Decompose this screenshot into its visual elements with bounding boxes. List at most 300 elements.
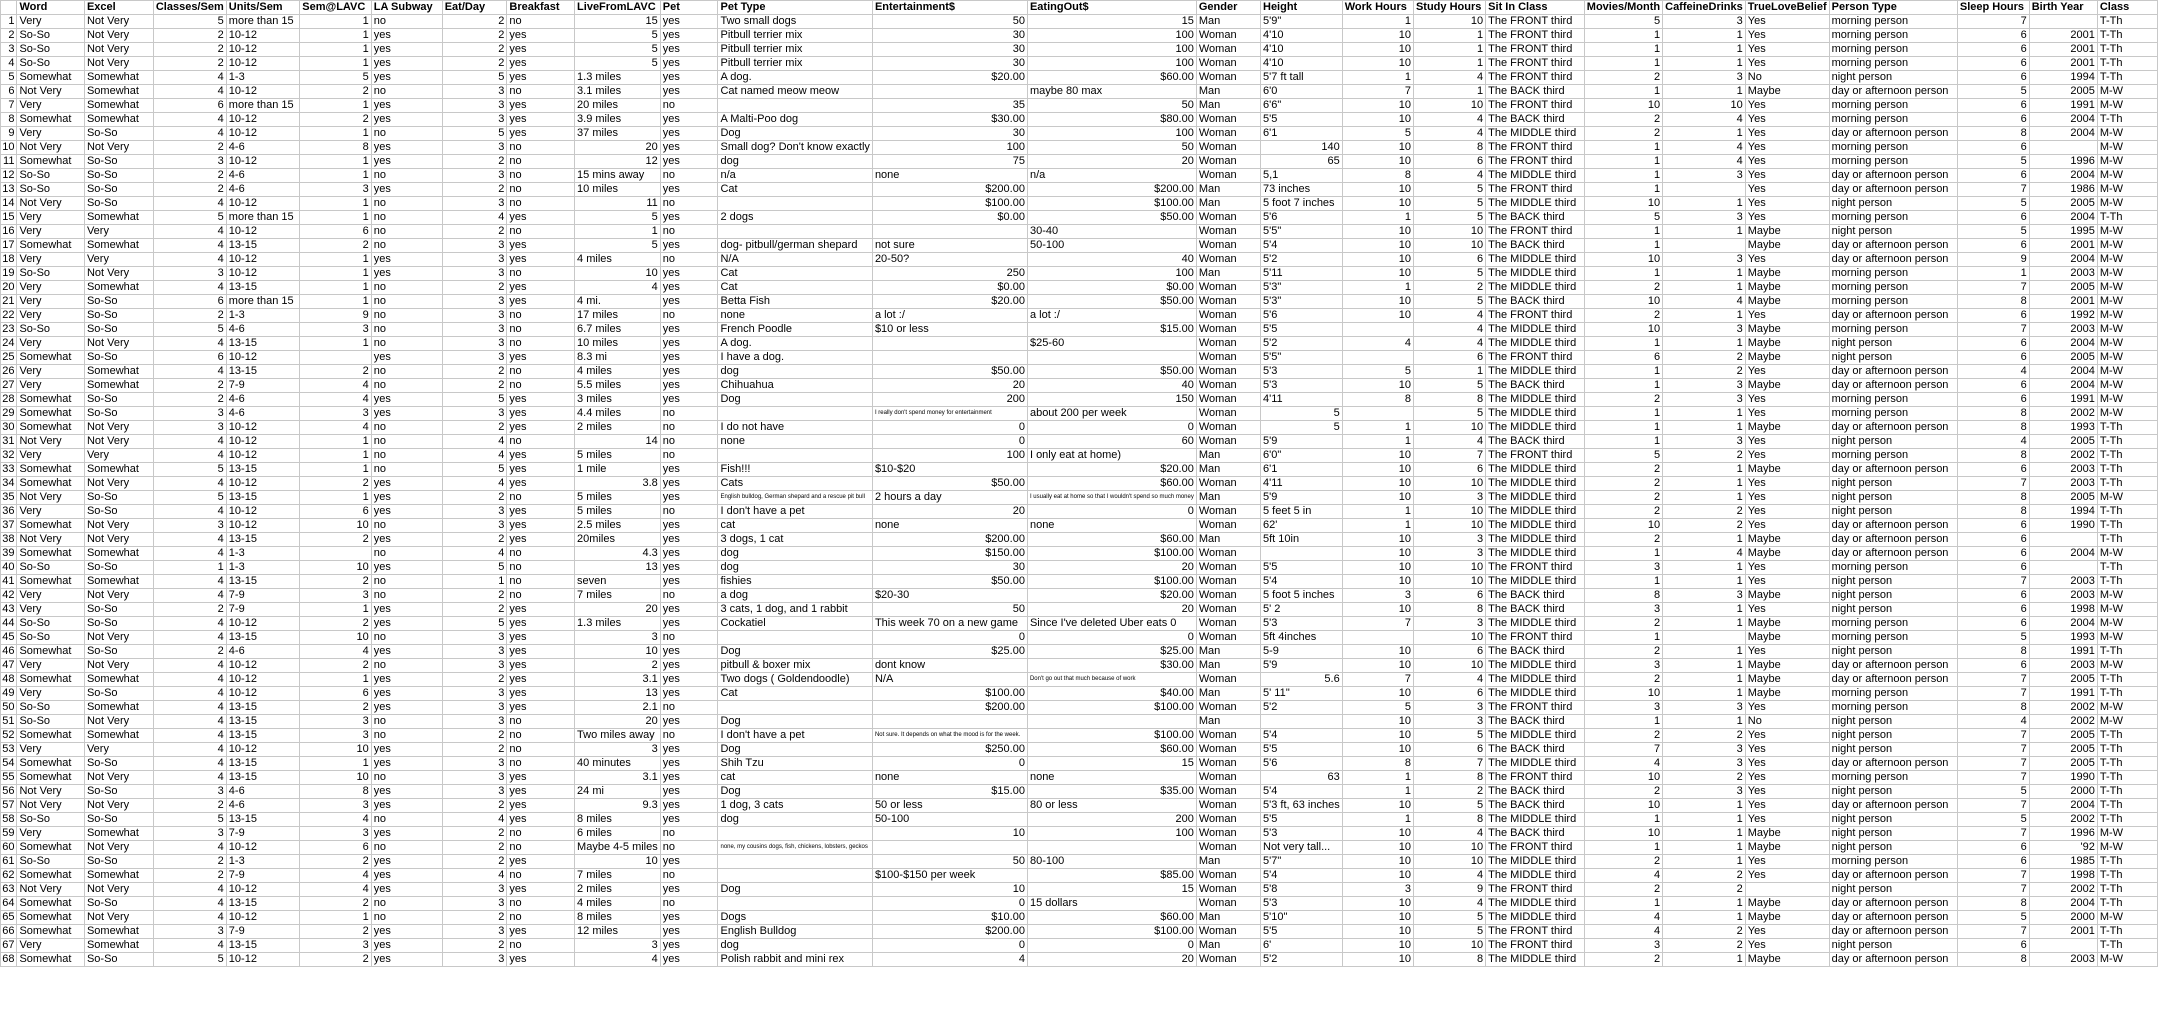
cell[interactable]: 3: [442, 197, 507, 211]
cell[interactable]: 1: [1342, 281, 1413, 295]
row-number[interactable]: 39: [1, 547, 17, 561]
cell[interactable]: 6: [1413, 155, 1485, 169]
cell[interactable]: 3: [153, 155, 226, 169]
cell[interactable]: 5: [575, 239, 661, 253]
cell[interactable]: 5'8: [1261, 883, 1343, 897]
cell[interactable]: 7: [1957, 757, 2029, 771]
cell[interactable]: yes: [371, 645, 442, 659]
cell[interactable]: 10: [1584, 197, 1662, 211]
cell[interactable]: yes: [371, 393, 442, 407]
cell[interactable]: 1-3: [226, 855, 299, 869]
cell[interactable]: Cat: [718, 281, 872, 295]
cell[interactable]: 4: [153, 253, 226, 267]
cell[interactable]: 20: [575, 715, 661, 729]
cell[interactable]: 1: [1663, 603, 1746, 617]
cell[interactable]: Not Very: [84, 43, 153, 57]
cell[interactable]: morning person: [1829, 113, 1957, 127]
cell[interactable]: 1 dog, 3 cats: [718, 799, 872, 813]
cell[interactable]: 3: [1663, 393, 1746, 407]
cell[interactable]: 1: [1342, 813, 1413, 827]
cell[interactable]: 2: [442, 225, 507, 239]
cell[interactable]: 5'6: [1261, 309, 1343, 323]
row-number[interactable]: 51: [1, 715, 17, 729]
cell[interactable]: 100: [872, 449, 1027, 463]
cell[interactable]: 1993: [2029, 421, 2097, 435]
cell[interactable]: M-W: [2097, 379, 2157, 393]
cell[interactable]: 4: [872, 953, 1027, 967]
cell[interactable]: 20: [575, 603, 661, 617]
cell[interactable]: night person: [1829, 841, 1957, 855]
cell[interactable]: 4: [1413, 827, 1485, 841]
cell[interactable]: no: [507, 225, 575, 239]
cell[interactable]: yes: [507, 505, 575, 519]
cell[interactable]: 6: [1957, 519, 2029, 533]
cell[interactable]: Yes: [1745, 743, 1829, 757]
cell[interactable]: So-So: [84, 687, 153, 701]
cell[interactable]: 2 dogs: [718, 211, 872, 225]
cell[interactable]: 1: [300, 99, 372, 113]
cell[interactable]: Very: [17, 295, 84, 309]
cell[interactable]: $0.00: [872, 281, 1027, 295]
cell[interactable]: yes: [660, 771, 718, 785]
cell[interactable]: morning person: [1829, 617, 1957, 631]
cell[interactable]: Not Very: [84, 519, 153, 533]
cell[interactable]: 2001: [2029, 239, 2097, 253]
cell[interactable]: Maybe 4-5 miles: [575, 841, 661, 855]
cell[interactable]: a lot :/: [1027, 309, 1196, 323]
cell[interactable]: 5: [1261, 421, 1343, 435]
cell[interactable]: 5'2: [1261, 337, 1343, 351]
cell[interactable]: T-Th: [2097, 743, 2157, 757]
cell[interactable]: Since I've deleted Uber eats 0: [1027, 617, 1196, 631]
cell[interactable]: 5'3: [1261, 379, 1343, 393]
cell[interactable]: M-W: [2097, 827, 2157, 841]
cell[interactable]: T-Th: [2097, 645, 2157, 659]
cell[interactable]: So-So: [84, 953, 153, 967]
cell[interactable]: 2005: [2029, 491, 2097, 505]
cell[interactable]: 3: [300, 323, 372, 337]
cell[interactable]: So-So: [84, 351, 153, 365]
cell[interactable]: none: [1027, 771, 1196, 785]
cell[interactable]: Woman: [1196, 589, 1260, 603]
cell[interactable]: 6: [153, 351, 226, 365]
cell[interactable]: no: [660, 99, 718, 113]
cell[interactable]: 3: [442, 897, 507, 911]
cell[interactable]: Pitbull terrier mix: [718, 43, 872, 57]
cell[interactable]: The MIDDLE third: [1486, 407, 1585, 421]
cell[interactable]: 5-9: [1261, 645, 1343, 659]
cell[interactable]: 6: [1413, 687, 1485, 701]
cell[interactable]: 10-12: [226, 519, 299, 533]
cell[interactable]: no: [660, 197, 718, 211]
cell[interactable]: 2: [1584, 71, 1662, 85]
cell[interactable]: 10-12: [226, 155, 299, 169]
cell[interactable]: 8 miles: [575, 813, 661, 827]
cell[interactable]: The MIDDLE third: [1486, 267, 1585, 281]
cell[interactable]: Woman: [1196, 141, 1260, 155]
cell[interactable]: 10: [1342, 449, 1413, 463]
cell[interactable]: $20.00: [1027, 589, 1196, 603]
cell[interactable]: 10: [1413, 15, 1485, 29]
cell[interactable]: 2: [442, 29, 507, 43]
cell[interactable]: 6: [153, 99, 226, 113]
cell[interactable]: 40: [1027, 379, 1196, 393]
cell[interactable]: 1: [1663, 561, 1746, 575]
cell[interactable]: 10: [1342, 841, 1413, 855]
cell[interactable]: 5: [1413, 211, 1485, 225]
cell[interactable]: 3: [300, 939, 372, 953]
cell[interactable]: no: [507, 183, 575, 197]
cell[interactable]: Not Very: [84, 911, 153, 925]
cell[interactable]: 30: [872, 127, 1027, 141]
cell[interactable]: Woman: [1196, 953, 1260, 967]
cell[interactable]: 7: [1957, 869, 2029, 883]
cell[interactable]: yes: [371, 603, 442, 617]
cell[interactable]: 1: [1663, 29, 1746, 43]
cell[interactable]: no: [371, 547, 442, 561]
row-number[interactable]: 63: [1, 883, 17, 897]
cell[interactable]: 1: [300, 911, 372, 925]
cell[interactable]: The MIDDLE third: [1486, 491, 1585, 505]
cell[interactable]: 3: [300, 799, 372, 813]
cell[interactable]: [1342, 631, 1413, 645]
cell[interactable]: 4: [153, 477, 226, 491]
cell[interactable]: night person: [1829, 337, 1957, 351]
cell[interactable]: The FRONT third: [1486, 841, 1585, 855]
cell[interactable]: $100-$150 per week: [872, 869, 1027, 883]
cell[interactable]: 2: [442, 379, 507, 393]
row-number[interactable]: 60: [1, 841, 17, 855]
cell[interactable]: none: [872, 519, 1027, 533]
cell[interactable]: $200.00: [872, 183, 1027, 197]
cell[interactable]: Somewhat: [84, 463, 153, 477]
cell[interactable]: M-W: [2097, 715, 2157, 729]
cell[interactable]: 4-6: [226, 393, 299, 407]
cell[interactable]: 1: [1342, 435, 1413, 449]
cell[interactable]: Somewhat: [17, 645, 84, 659]
cell[interactable]: 2: [1584, 617, 1662, 631]
cell[interactable]: yes: [660, 239, 718, 253]
cell[interactable]: yes: [507, 813, 575, 827]
cell[interactable]: yes: [660, 85, 718, 99]
cell[interactable]: 30: [872, 43, 1027, 57]
cell[interactable]: $50.00: [872, 477, 1027, 491]
cell[interactable]: 6: [1957, 29, 2029, 43]
cell[interactable]: 2: [1663, 925, 1746, 939]
cell[interactable]: 8: [1342, 757, 1413, 771]
cell[interactable]: T-Th: [2097, 57, 2157, 71]
cell[interactable]: day or afternoon person: [1829, 519, 1957, 533]
cell[interactable]: 37 miles: [575, 127, 661, 141]
cell[interactable]: 8 miles: [575, 911, 661, 925]
cell[interactable]: 1990: [2029, 519, 2097, 533]
cell[interactable]: 3: [1663, 169, 1746, 183]
cell[interactable]: T-Th: [2097, 463, 2157, 477]
cell[interactable]: The MIDDLE third: [1486, 617, 1585, 631]
cell[interactable]: 3: [300, 589, 372, 603]
cell[interactable]: 2: [575, 659, 661, 673]
cell[interactable]: 2001: [2029, 295, 2097, 309]
cell[interactable]: Man: [1196, 659, 1260, 673]
cell[interactable]: 7: [1957, 799, 2029, 813]
cell[interactable]: n/a: [718, 169, 872, 183]
cell[interactable]: $25-60: [1027, 337, 1196, 351]
cell[interactable]: 4: [153, 883, 226, 897]
cell[interactable]: 3: [442, 267, 507, 281]
cell[interactable]: The BACK third: [1486, 715, 1585, 729]
cell[interactable]: yes: [371, 407, 442, 421]
cell[interactable]: 2005: [2029, 743, 2097, 757]
cell[interactable]: yes: [371, 351, 442, 365]
cell[interactable]: 2002: [2029, 715, 2097, 729]
cell[interactable]: 13-15: [226, 281, 299, 295]
cell[interactable]: 2: [442, 673, 507, 687]
cell[interactable]: 3.1: [575, 771, 661, 785]
cell[interactable]: Cat: [718, 267, 872, 281]
cell[interactable]: 2002: [2029, 883, 2097, 897]
cell[interactable]: The FRONT third: [1486, 15, 1585, 29]
cell[interactable]: Yes: [1745, 253, 1829, 267]
cell[interactable]: Somewhat: [17, 729, 84, 743]
cell[interactable]: 4: [300, 883, 372, 897]
cell[interactable]: M-W: [2097, 617, 2157, 631]
cell[interactable]: 10: [1584, 771, 1662, 785]
cell[interactable]: 1: [1413, 365, 1485, 379]
cell[interactable]: 1: [300, 155, 372, 169]
cell[interactable]: 10: [1413, 575, 1485, 589]
cell[interactable]: So-So: [84, 169, 153, 183]
cell[interactable]: 4: [1663, 155, 1746, 169]
cell[interactable]: 9: [300, 309, 372, 323]
cell[interactable]: 7: [1957, 883, 2029, 897]
cell[interactable]: 3: [442, 99, 507, 113]
cell[interactable]: 0: [1027, 939, 1196, 953]
cell[interactable]: 5 foot 7 inches: [1261, 197, 1343, 211]
cell[interactable]: Somewhat: [84, 939, 153, 953]
cell[interactable]: 3: [1413, 547, 1485, 561]
cell[interactable]: 7-9: [226, 827, 299, 841]
row-number[interactable]: 64: [1, 897, 17, 911]
cell[interactable]: 1: [300, 673, 372, 687]
cell[interactable]: 1: [1342, 505, 1413, 519]
row-number[interactable]: 17: [1, 239, 17, 253]
cell[interactable]: So-So: [84, 813, 153, 827]
cell[interactable]: yes: [371, 267, 442, 281]
cell[interactable]: 2004: [2029, 253, 2097, 267]
cell[interactable]: yes: [660, 29, 718, 43]
cell[interactable]: $200.00: [1027, 183, 1196, 197]
cell[interactable]: The BACK third: [1486, 295, 1585, 309]
cell[interactable]: The MIDDLE third: [1486, 659, 1585, 673]
cell[interactable]: 10: [1342, 743, 1413, 757]
cell[interactable]: Man: [1196, 911, 1260, 925]
cell[interactable]: [718, 225, 872, 239]
cell[interactable]: 4: [1584, 757, 1662, 771]
row-number[interactable]: 57: [1, 799, 17, 813]
row-number[interactable]: 2: [1, 29, 17, 43]
cell[interactable]: day or afternoon person: [1829, 127, 1957, 141]
cell[interactable]: 3: [575, 743, 661, 757]
cell[interactable]: 2: [442, 603, 507, 617]
cell[interactable]: 5'2: [1261, 253, 1343, 267]
cell[interactable]: 5'5: [1261, 113, 1343, 127]
cell[interactable]: M-W: [2097, 547, 2157, 561]
cell[interactable]: 2002: [2029, 813, 2097, 827]
cell[interactable]: The BACK third: [1486, 645, 1585, 659]
cell[interactable]: Woman: [1196, 729, 1260, 743]
cell[interactable]: 2: [300, 925, 372, 939]
cell[interactable]: 10: [1413, 659, 1485, 673]
cell[interactable]: I don't have a pet: [718, 729, 872, 743]
cell[interactable]: no: [507, 323, 575, 337]
cell[interactable]: 15: [1027, 883, 1196, 897]
cell[interactable]: [1342, 407, 1413, 421]
cell[interactable]: 1: [1413, 57, 1485, 71]
row-number[interactable]: 48: [1, 673, 17, 687]
cell[interactable]: M-W: [2097, 85, 2157, 99]
cell[interactable]: 5: [1957, 911, 2029, 925]
cell[interactable]: Yes: [1745, 365, 1829, 379]
cell[interactable]: $150.00: [872, 547, 1027, 561]
cell[interactable]: 4.4 miles: [575, 407, 661, 421]
cell[interactable]: no: [507, 869, 575, 883]
cell[interactable]: 4: [442, 477, 507, 491]
cell[interactable]: So-So: [84, 603, 153, 617]
cell[interactable]: 4-6: [226, 407, 299, 421]
cell[interactable]: Woman: [1196, 71, 1260, 85]
cell[interactable]: no: [507, 365, 575, 379]
cell[interactable]: $25.00: [1027, 645, 1196, 659]
cell[interactable]: Chihuahua: [718, 379, 872, 393]
cell[interactable]: 1-3: [226, 71, 299, 85]
cell[interactable]: Two dogs ( Goldendoodle): [718, 673, 872, 687]
cell[interactable]: Yes: [1745, 729, 1829, 743]
cell[interactable]: 13: [575, 687, 661, 701]
cell[interactable]: Yes: [1745, 29, 1829, 43]
cell[interactable]: 4: [300, 645, 372, 659]
cell[interactable]: more than 15: [226, 211, 299, 225]
cell[interactable]: 10-12: [226, 883, 299, 897]
row-number[interactable]: 28: [1, 393, 17, 407]
column-header[interactable]: CaffeineDrinks: [1663, 1, 1746, 15]
cell[interactable]: yes: [660, 365, 718, 379]
cell[interactable]: I have a dog.: [718, 351, 872, 365]
cell[interactable]: 13-15: [226, 575, 299, 589]
cell[interactable]: a lot :/: [872, 309, 1027, 323]
cell[interactable]: 3: [153, 267, 226, 281]
cell[interactable]: 10: [1584, 519, 1662, 533]
cell[interactable]: 2002: [2029, 449, 2097, 463]
cell[interactable]: yes: [371, 799, 442, 813]
cell[interactable]: 1: [300, 281, 372, 295]
cell[interactable]: 8: [1957, 449, 2029, 463]
cell[interactable]: $60.00: [1027, 533, 1196, 547]
cell[interactable]: 1: [1584, 421, 1662, 435]
cell[interactable]: 1985: [2029, 855, 2097, 869]
cell[interactable]: [1745, 883, 1829, 897]
cell[interactable]: 100: [1027, 827, 1196, 841]
cell[interactable]: French Poodle: [718, 323, 872, 337]
cell[interactable]: 10-12: [226, 449, 299, 463]
cell[interactable]: Fish!!!: [718, 463, 872, 477]
cell[interactable]: 3: [442, 631, 507, 645]
cell[interactable]: 6: [1584, 351, 1662, 365]
cell[interactable]: 3: [300, 729, 372, 743]
cell[interactable]: Yes: [1745, 701, 1829, 715]
cell[interactable]: yes: [660, 477, 718, 491]
column-header[interactable]: Breakfast: [507, 1, 575, 15]
cell[interactable]: night person: [1829, 827, 1957, 841]
row-number[interactable]: 9: [1, 127, 17, 141]
cell[interactable]: 0: [872, 939, 1027, 953]
cell[interactable]: 5'5": [1261, 225, 1343, 239]
cell[interactable]: Somewhat: [17, 519, 84, 533]
cell[interactable]: Cat: [718, 687, 872, 701]
cell[interactable]: morning person: [1829, 15, 1957, 29]
cell[interactable]: 1: [1663, 799, 1746, 813]
cell[interactable]: $20.00: [1027, 463, 1196, 477]
cell[interactable]: 7-9: [226, 925, 299, 939]
cell[interactable]: The FRONT third: [1486, 883, 1585, 897]
row-number[interactable]: 50: [1, 701, 17, 715]
cell[interactable]: 2: [1584, 491, 1662, 505]
cell[interactable]: Polish rabbit and mini rex: [718, 953, 872, 967]
row-number[interactable]: 66: [1, 925, 17, 939]
cell[interactable]: 8: [1957, 491, 2029, 505]
cell[interactable]: 6'0": [1261, 449, 1343, 463]
cell[interactable]: [1027, 715, 1196, 729]
cell[interactable]: 7: [1957, 827, 2029, 841]
cell[interactable]: 0: [1027, 631, 1196, 645]
cell[interactable]: 2: [153, 57, 226, 71]
cell[interactable]: Maybe: [1745, 953, 1829, 967]
cell[interactable]: Not Very: [84, 715, 153, 729]
cell[interactable]: So-So: [17, 169, 84, 183]
cell[interactable]: 1.3 miles: [575, 71, 661, 85]
cell[interactable]: 50: [1027, 141, 1196, 155]
cell[interactable]: Yes: [1745, 757, 1829, 771]
cell[interactable]: Woman: [1196, 925, 1260, 939]
cell[interactable]: $20.00: [872, 71, 1027, 85]
cell[interactable]: 20-50?: [872, 253, 1027, 267]
cell[interactable]: 8.3 mi: [575, 351, 661, 365]
row-number[interactable]: 33: [1, 463, 17, 477]
cell[interactable]: No: [1745, 715, 1829, 729]
cell[interactable]: So-So: [17, 183, 84, 197]
cell[interactable]: 0: [872, 757, 1027, 771]
cell[interactable]: night person: [1829, 589, 1957, 603]
cell[interactable]: 10-12: [226, 673, 299, 687]
cell[interactable]: 4 miles: [575, 365, 661, 379]
cell[interactable]: 1: [1342, 421, 1413, 435]
cell[interactable]: 3: [300, 715, 372, 729]
cell[interactable]: 4 mi.: [575, 295, 661, 309]
cell[interactable]: I don't have a pet: [718, 505, 872, 519]
cell[interactable]: 10: [1413, 99, 1485, 113]
cell[interactable]: morning person: [1829, 393, 1957, 407]
cell[interactable]: Maybe: [1745, 421, 1829, 435]
cell[interactable]: 10-12: [226, 435, 299, 449]
cell[interactable]: 50-100: [1027, 239, 1196, 253]
cell[interactable]: 1 mile: [575, 463, 661, 477]
cell[interactable]: 6: [1413, 589, 1485, 603]
cell[interactable]: A dog.: [718, 71, 872, 85]
cell[interactable]: 1: [1342, 519, 1413, 533]
cell[interactable]: 1: [1663, 337, 1746, 351]
cell[interactable]: yes: [660, 267, 718, 281]
cell[interactable]: $35.00: [1027, 785, 1196, 799]
cell[interactable]: 6: [1957, 939, 2029, 953]
